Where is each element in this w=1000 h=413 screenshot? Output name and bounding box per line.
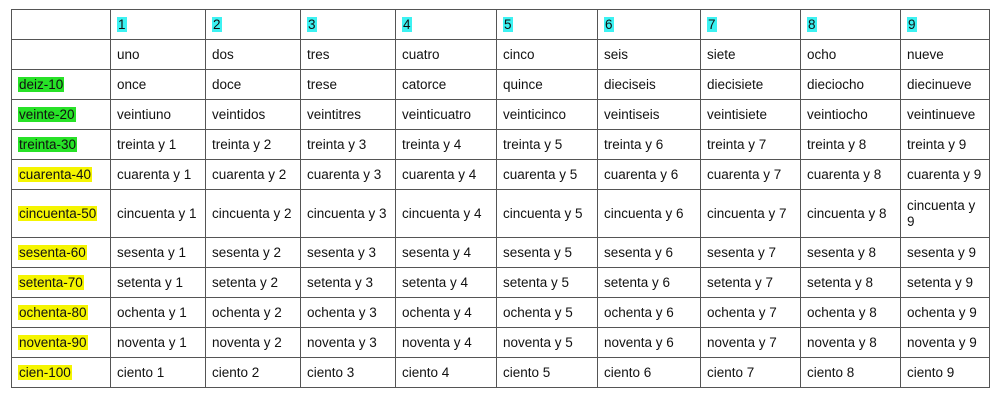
row-label: cien-100 xyxy=(19,364,71,380)
number-cell: sesenta y 5 xyxy=(497,238,598,268)
header-digit: 7 xyxy=(708,16,716,32)
number-cell: ochenta y 2 xyxy=(206,298,301,328)
row-header-cell xyxy=(12,358,111,388)
number-cell: noventa y 7 xyxy=(701,328,801,358)
number-cell: treinta y 2 xyxy=(206,130,301,160)
header-digit-cell xyxy=(701,10,801,40)
number-cell: noventa y 5 xyxy=(497,328,598,358)
row-label: cuarenta-40 xyxy=(19,166,92,182)
header-digit-cell xyxy=(497,10,598,40)
header-digit: 1 xyxy=(118,16,126,32)
number-cell: ciento 4 xyxy=(396,358,497,388)
unit-cell: cinco xyxy=(497,40,598,70)
spanish-numbers-table xyxy=(11,9,990,388)
number-cell: cuarenta y 1 xyxy=(111,160,206,190)
row-header-cell xyxy=(12,160,111,190)
header-digit: 3 xyxy=(308,16,316,32)
number-cell: sesenta y 4 xyxy=(396,238,497,268)
table-row xyxy=(12,268,990,298)
number-cell: veintiocho xyxy=(801,100,901,130)
number-cell: ochenta y 9 xyxy=(901,298,990,328)
number-cell: doce xyxy=(206,70,301,100)
number-cell: cincuenta y 5 xyxy=(497,190,598,238)
unit-cell: cuatro xyxy=(396,40,497,70)
number-cell: noventa y 2 xyxy=(206,328,301,358)
units-row xyxy=(12,40,990,70)
number-cell: ciento 8 xyxy=(801,358,901,388)
header-digit: 2 xyxy=(213,16,221,32)
units-row-label-cell xyxy=(12,40,111,70)
number-cell: treinta y 9 xyxy=(901,130,990,160)
number-cell: treinta y 5 xyxy=(497,130,598,160)
row-header-cell xyxy=(12,238,111,268)
table-row xyxy=(12,70,990,100)
header-digit: 9 xyxy=(908,16,916,32)
header-digit: 8 xyxy=(808,16,816,32)
header-digit-cell xyxy=(396,10,497,40)
number-cell: sesenta y 3 xyxy=(301,238,396,268)
number-cell: diecisiete xyxy=(701,70,801,100)
number-cell: ochenta y 8 xyxy=(801,298,901,328)
number-cell: trese xyxy=(301,70,396,100)
table-body xyxy=(12,10,990,388)
number-cell: ochenta y 6 xyxy=(598,298,701,328)
number-cell: setenta y 8 xyxy=(801,268,901,298)
number-cell: treinta y 1 xyxy=(111,130,206,160)
number-cell: cuarenta y 6 xyxy=(598,160,701,190)
row-header-cell xyxy=(12,328,111,358)
row-label: noventa-90 xyxy=(19,334,87,350)
number-cell: setenta y 4 xyxy=(396,268,497,298)
number-cell: ciento 3 xyxy=(301,358,396,388)
number-cell: ciento 6 xyxy=(598,358,701,388)
number-cell: treinta y 4 xyxy=(396,130,497,160)
number-cell: once xyxy=(111,70,206,100)
number-cell: cuarenta y 2 xyxy=(206,160,301,190)
number-cell: cuarenta y 4 xyxy=(396,160,497,190)
table-row xyxy=(12,130,990,160)
table-row xyxy=(12,190,990,238)
row-header-cell xyxy=(12,130,111,160)
table-row xyxy=(12,298,990,328)
number-cell: ochenta y 5 xyxy=(497,298,598,328)
number-cell: sesenta y 1 xyxy=(111,238,206,268)
number-cell: noventa y 3 xyxy=(301,328,396,358)
row-header-cell xyxy=(12,298,111,328)
number-cell: ciento 5 xyxy=(497,358,598,388)
number-cell: ochenta y 1 xyxy=(111,298,206,328)
number-cell: ciento 9 xyxy=(901,358,990,388)
header-digit-cell xyxy=(901,10,990,40)
number-cell: dieciocho xyxy=(801,70,901,100)
unit-cell: seis xyxy=(598,40,701,70)
number-cell: cuarenta y 7 xyxy=(701,160,801,190)
number-cell: cincuenta y 3 xyxy=(301,190,396,238)
number-cell: cuarenta y 8 xyxy=(801,160,901,190)
header-digit-cell xyxy=(301,10,396,40)
row-label: cincuenta-50 xyxy=(19,205,97,221)
row-label: setenta-70 xyxy=(19,274,83,290)
table-row xyxy=(12,328,990,358)
number-cell: noventa y 9 xyxy=(901,328,990,358)
number-cell: ochenta y 7 xyxy=(701,298,801,328)
number-cell: noventa y 4 xyxy=(396,328,497,358)
header-digit-cell xyxy=(111,10,206,40)
row-label: ochenta-80 xyxy=(19,304,87,320)
corner-cell xyxy=(12,10,111,40)
number-cell: cincuenta y 1 xyxy=(111,190,206,238)
header-digit: 6 xyxy=(605,16,613,32)
number-cell: cuarenta y 5 xyxy=(497,160,598,190)
table-row xyxy=(12,358,990,388)
number-cell: setenta y 7 xyxy=(701,268,801,298)
number-cell: dieciseis xyxy=(598,70,701,100)
row-label: treinta-30 xyxy=(19,136,77,152)
number-cell: cuarenta y 9 xyxy=(901,160,990,190)
row-header-cell xyxy=(12,268,111,298)
number-cell: cincuenta y 4 xyxy=(396,190,497,238)
number-cell: sesenta y 8 xyxy=(801,238,901,268)
number-cell: cincuenta y 9 xyxy=(901,190,990,238)
number-cell: veinticuatro xyxy=(396,100,497,130)
number-cell: noventa y 1 xyxy=(111,328,206,358)
unit-cell: uno xyxy=(111,40,206,70)
number-cell: veintiseis xyxy=(598,100,701,130)
number-cell: veinticinco xyxy=(497,100,598,130)
header-digit-cell xyxy=(598,10,701,40)
number-cell: veintisiete xyxy=(701,100,801,130)
number-cell: ochenta y 3 xyxy=(301,298,396,328)
number-cell: ochenta y 4 xyxy=(396,298,497,328)
header-digit: 5 xyxy=(504,16,512,32)
row-label: veinte-20 xyxy=(19,106,75,122)
number-cell: sesenta y 6 xyxy=(598,238,701,268)
number-cell: sesenta y 9 xyxy=(901,238,990,268)
number-cell: setenta y 9 xyxy=(901,268,990,298)
number-cell: noventa y 6 xyxy=(598,328,701,358)
number-cell: veintitres xyxy=(301,100,396,130)
unit-cell: dos xyxy=(206,40,301,70)
number-cell: treinta y 3 xyxy=(301,130,396,160)
table-row xyxy=(12,100,990,130)
row-header-cell xyxy=(12,100,111,130)
unit-cell: siete xyxy=(701,40,801,70)
number-cell: diecinueve xyxy=(901,70,990,100)
table-row xyxy=(12,238,990,268)
header-digit-row xyxy=(12,10,990,40)
number-cell: veintinueve xyxy=(901,100,990,130)
number-cell: ciento 2 xyxy=(206,358,301,388)
number-cell: ciento 1 xyxy=(111,358,206,388)
header-digit-cell xyxy=(801,10,901,40)
number-cell: quince xyxy=(497,70,598,100)
row-header-cell xyxy=(12,70,111,100)
row-label: sesenta-60 xyxy=(19,244,86,260)
number-cell: setenta y 5 xyxy=(497,268,598,298)
number-cell: veintiuno xyxy=(111,100,206,130)
number-cell: sesenta y 7 xyxy=(701,238,801,268)
table-row xyxy=(12,160,990,190)
number-cell: setenta y 1 xyxy=(111,268,206,298)
unit-cell: nueve xyxy=(901,40,990,70)
number-cell: setenta y 3 xyxy=(301,268,396,298)
row-header-cell xyxy=(12,190,111,238)
number-cell: cincuenta y 8 xyxy=(801,190,901,238)
row-label: deiz-10 xyxy=(19,76,64,92)
unit-cell: tres xyxy=(301,40,396,70)
number-cell: treinta y 6 xyxy=(598,130,701,160)
number-cell: setenta y 6 xyxy=(598,268,701,298)
header-digit: 4 xyxy=(403,16,411,32)
number-cell: noventa y 8 xyxy=(801,328,901,358)
header-digit-cell xyxy=(206,10,301,40)
number-cell: treinta y 7 xyxy=(701,130,801,160)
unit-cell: ocho xyxy=(801,40,901,70)
number-cell: treinta y 8 xyxy=(801,130,901,160)
number-cell: cincuenta y 7 xyxy=(701,190,801,238)
number-cell: sesenta y 2 xyxy=(206,238,301,268)
number-cell: ciento 7 xyxy=(701,358,801,388)
number-cell: cincuenta y 6 xyxy=(598,190,701,238)
number-cell: catorce xyxy=(396,70,497,100)
number-cell: setenta y 2 xyxy=(206,268,301,298)
number-cell: cincuenta y 2 xyxy=(206,190,301,238)
number-cell: veintidos xyxy=(206,100,301,130)
number-cell: cuarenta y 3 xyxy=(301,160,396,190)
